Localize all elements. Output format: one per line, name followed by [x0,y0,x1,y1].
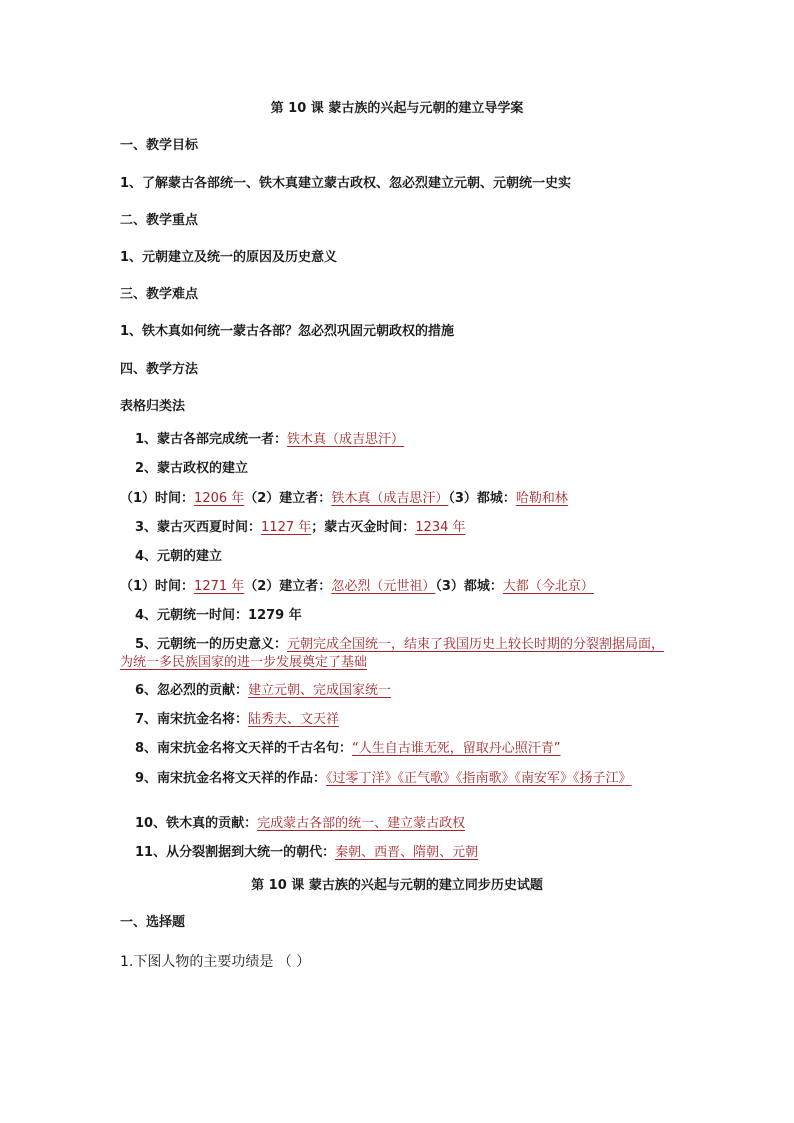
section-difficult-heading: 三、教学难点 [120,287,199,302]
answer: 忽必烈（元世祖） [331,579,436,594]
item-label: （1）时间： [120,491,195,506]
item-label: （2）建立者： [244,579,332,594]
list-item [135,711,339,729]
list-item: 2、蒙古政权的建立 [135,461,249,476]
section-method-heading: 四、教学方法 [120,362,199,377]
list-item [135,682,391,700]
difficult-item: 1、铁木真如何统一蒙古各部？忽必烈巩固元朝政权的措施 [120,324,455,339]
test-section-heading: 一、选择题 [120,915,186,930]
page-title: 第 10 课 蒙古族的兴起与元朝的建立导学案 [270,101,524,116]
answer: 铁木真（成吉思汗） [287,432,405,447]
item-label: 1、蒙古各部完成统一者： [135,432,288,447]
list-item [120,770,676,788]
goals-item: 1、了解蒙古各部统一、铁木真建立蒙古政权、忽必烈建立元朝、元朝统一史实 [120,176,572,191]
test-title: 第 10 课 蒙古族的兴起与元朝的建立同步历史试题 [251,878,543,893]
answer: 大都（今北京） [502,579,594,594]
list-item: 4、元朝的建立 [135,549,223,564]
item-label: （3）都城： [435,579,503,594]
answer: 元朝完成全国统一，结束了我国历史上较长时期的分裂割据局面，为统一多民族国家的进一步发展奠定了基础 [120,637,665,670]
answer: 《过零丁洋》《正气歌》《指南歌》《南安军》《扬子江》 [326,771,632,786]
key-item: 1、元朝建立及统一的原因及历史意义 [120,250,338,265]
item-label: 7、南宋抗金名将： [135,712,249,727]
item-label: 3、蒙古灭西夏时间： [135,520,262,535]
list-item [135,844,478,862]
question-1: 1.下图人物的主要功绩是 （ ） [120,954,311,970]
answer: 1234 年 [415,520,466,535]
item-label: 11、从分裂割据到大统一的朝代： [135,845,336,860]
list-item [120,636,676,672]
list-item [120,578,594,596]
item-label: 10、铁木真的贡献： [135,816,258,831]
item-label: 5、元朝统一的历史意义： [135,637,288,652]
list-item [135,431,404,449]
item-label: 8、南宋抗金名将文天祥的千古名句： [135,741,353,756]
list-item [135,740,561,758]
method-item: 表格归类法 [120,399,186,414]
answer: 铁木真（成吉思汗） [331,491,449,506]
answer: 1271 年 [194,579,245,594]
answer: 哈勒和林 [515,491,568,506]
item-label: ；蒙古灭金时间： [311,520,416,535]
list-item [135,519,466,537]
item-label: （3）都城： [448,491,516,506]
list-item [120,490,568,508]
answer: 陆秀夫、文天祥 [248,712,340,727]
answer: 1206 年 [194,491,245,506]
answer: 1127 年 [261,520,312,535]
item-label: （2）建立者： [244,491,332,506]
answer: 完成蒙古各部的统一、建立蒙古政权 [257,816,466,831]
answer: 建立元朝、完成国家统一 [248,683,392,698]
answer: 秦朝、西晋、隋朝、元朝 [335,845,479,860]
section-key-heading: 二、教学重点 [120,213,199,228]
item-label: 9、南宋抗金名将文天祥的作品： [135,771,327,786]
list-item: 4、元朝统一时间：1279 年 [135,608,302,623]
section-goals-heading: 一、教学目标 [120,138,199,153]
item-label: 6、忽必烈的贡献： [135,683,249,698]
answer: “人生自古谁无死，留取丹心照汗青” [352,741,561,756]
item-label: （1）时间： [120,579,195,594]
list-item [135,815,465,833]
